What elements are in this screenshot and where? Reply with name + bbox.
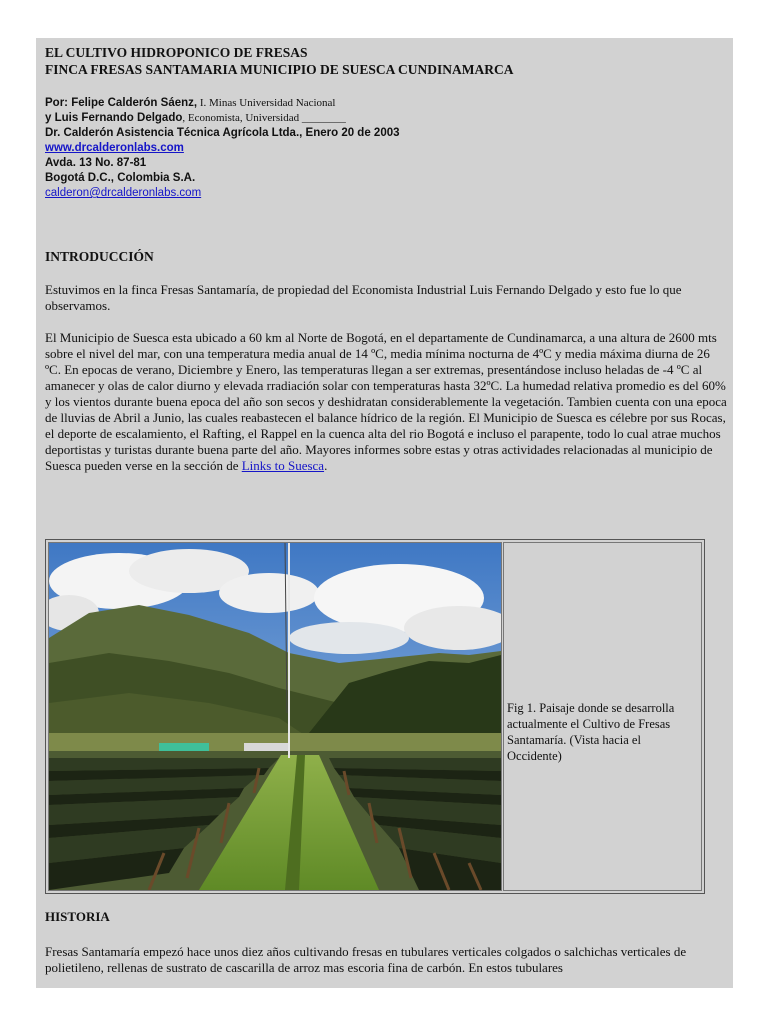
email-link[interactable]: calderon@drcalderonlabs.com <box>45 187 202 199</box>
company-line: Dr. Calderón Asistencia Técnica Agrícola Ltda., Enero 20 de 2003 <box>45 127 400 139</box>
address-line: Avda. 13 No. 87-81 <box>45 157 147 169</box>
document-title <box>45 44 514 78</box>
title-line-1: EL CULTIVO HIDROPONICO DE FRESAS <box>45 45 308 60</box>
intro-paragraph-2-text: El Municipio de Suesca esta ubicado a 60 km al Norte de Bogotá, en el departamente de Cundinamarca, a una altura de 2600 mts sobre el nivel del mar, con una temperatura media anual de 14 ºC, media mínima nocturna de 4ºC y media máxima diurna de 26 ºC. En epocas de verano, Diciembre y Enero, las temperaturas llegan a ser extremas, presentándose incluso heladas de -4 ºC al amanecer y olas de calor diurno y elevada rradiación solar con temperaturas hasta 32ºC. La humedad relativa promedio es del 60% y los vientos durante buena epoca del año son secos y deshidratan considerablemente la vegetación. Tambien cuenta con una epoca de lluvias de Abril a Junio, las cuales reabastecen el balance hídrico de la región. El Municipio de Suesca es célebre por sus Rocas, el deporte de escalamiento, el Rafting, el Rappel en la cuenca alta del rio Bogotá e incluso el parapente, todo lo cual atrae muchos deportistas y turistas durante buena parte del año. Mayores informes sobre estas y otras actividades relacionadas al municipio de Suesca pueden verse en la sección de <box>45 330 727 473</box>
intro-paragraph-2-end: . <box>324 458 328 473</box>
historia-paragraph-1: Fresas Santamaría empezó hace unos diez años cultivando fresas en tubulares verticales colgados o salchichas verticales de polietileno, rellenas de sustrato de cascarilla de arroz mas escoria fina de carbón. En estos tubulares <box>45 944 687 975</box>
figure-caption: Fig 1. Paisaje donde se desarrolla actualmente el Cultivo de Fresas Santamaría. (Vista hacia el Occidente) <box>507 701 675 763</box>
document-page <box>36 38 733 988</box>
historia-heading: HISTORIA <box>45 909 110 924</box>
figure-table <box>45 539 705 894</box>
caption-cell <box>503 542 702 891</box>
author-1-name: Por: Felipe Calderón Sáenz, <box>45 97 198 109</box>
title-line-2: FINCA FRESAS SANTAMARIA MUNICIPIO DE SUESCA CUNDINAMARCA <box>45 62 514 77</box>
city-line: Bogotá D.C., Colombia S.A. <box>45 172 196 184</box>
author-2-name: y Luis Fernando Delgado <box>45 112 183 124</box>
author-1-affiliation: I. Minas Universidad Nacional <box>197 97 336 109</box>
intro-paragraph-1: Estuvimos en la finca Fresas Santamaría, de propiedad del Economista Industrial Luis Fernando Delgado y esto fue lo que observamos. <box>45 282 682 313</box>
landscape-photo <box>48 542 502 891</box>
intro-heading: INTRODUCCIÓN <box>45 249 154 264</box>
author-block <box>45 96 725 201</box>
links-to-suesca-link[interactable]: Links to Suesca <box>241 458 325 473</box>
author-2-affiliation: , Economista, Universidad ________ <box>182 112 346 124</box>
website-link[interactable]: www.drcalderonlabs.com <box>45 142 184 154</box>
intro-paragraph-2 <box>45 330 729 474</box>
